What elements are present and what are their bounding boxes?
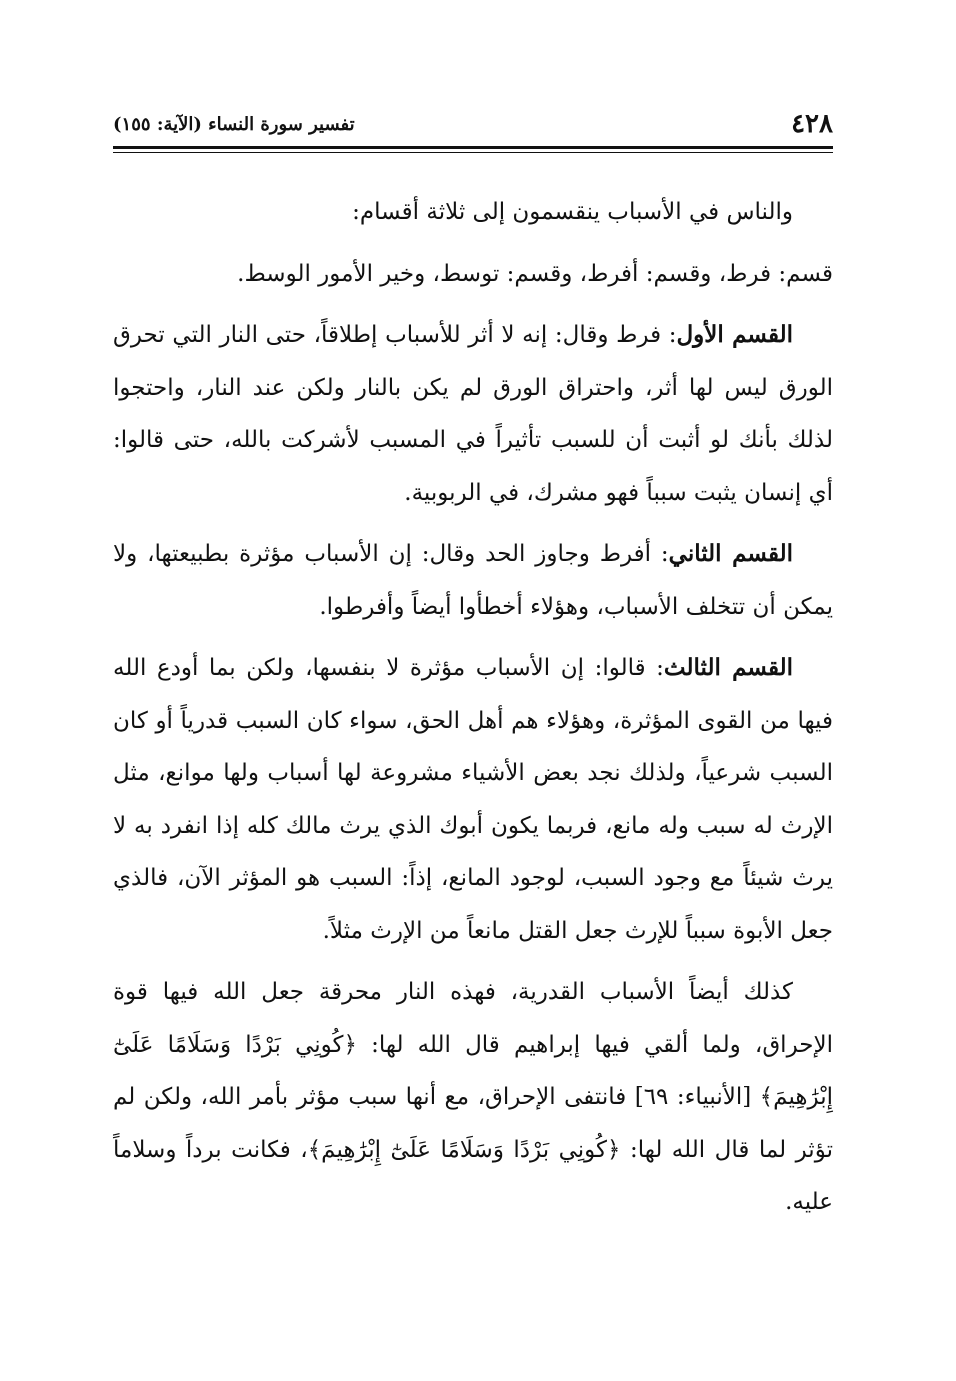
paragraph-text: : فرط وقال: إنه لا أثر للأسباب إطلاقاً، حتى النار التي تحرق الورق ليس لها أثر، واحتراق الورق لم يكن بالنار ولكن عند النار، واحتجوا لذلك بأنك لو أثبت أن للسبب تأثيراً في المسبب لأشركت بالله، حتى قالوا: أي إنسان يثبت سبباً فهو مشرك، في الربوبية. — [113, 322, 833, 506]
header-rule-thick — [113, 146, 833, 149]
running-title: تفسير سورة النساء (الآية: ١٥٥) — [113, 114, 355, 135]
paragraph-text: كذلك أيضاً الأسباب القدرية، فهذه النار محرقة جعل الله فيها قوة الإحراق، ولما ألقي فيها إبراهيم قال الله لها: ﴿كُونِي بَرْدًا وَسَلَامًا عَلَىٰٓ إِبْرَٰهِيمَ﴾ [الأنبياء: ٦٩] فانتفى الإحراق، مع أنها سبب مؤثر بأمر الله، ولكن لم تؤثر لما قال الله لها: ﴿كُونِي بَرْدًا وَسَلَامًا عَلَىٰٓ إِبْرَٰهِيمَ﴾، فكانت برداً وسلاماً عليه. — [113, 979, 833, 1215]
body-text — [113, 186, 833, 1238]
section-label: القسم الثالث — [663, 654, 793, 681]
page-number: ٤٢٨ — [791, 109, 833, 139]
section-label: القسم الأول — [676, 321, 793, 348]
paragraph-intro — [113, 186, 833, 239]
paragraph-text: : أفرط وجاوز الحد وقال: إن الأسباب مؤثرة بطبيعتها، ولا يمكن أن تتخلف الأسباب، وهؤلاء أخطأوا أيضاً وأفرطوا. — [113, 541, 833, 620]
page-header — [113, 108, 833, 148]
paragraph-causes-example — [113, 966, 833, 1229]
paragraph-categories — [113, 248, 833, 301]
paragraph-first-category — [113, 309, 833, 519]
paragraph-text: والناس في الأسباب ينقسمون إلى ثلاثة أقسام: — [352, 199, 793, 225]
paragraph-second-category — [113, 528, 833, 633]
paragraph-text: قسم: فرط، وقسم: أفرط، وقسم: توسط، وخير الأمور الوسط. — [237, 260, 833, 287]
header-rule-thin — [113, 152, 833, 153]
paragraph-text: : قالوا: إن الأسباب مؤثرة لا بنفسها، ولكن بما أودع الله فيها من القوى المؤثرة، وهؤلاء هم أهل الحق، سواء كان السبب قدرياً أو كان السبب شرعياً، ولذلك نجد بعض الأشياء مشروعة لها أسباب ولها موانع، مثل الإرث له سبب وله مانع، فربما يكون أبوك الذي يرث مالك كله إذا انفرد به لا يرث شيئاً مع وجود السبب، لوجود المانع، إذاً: السبب هو المؤثر الآن، فالذي جعل الأبوة سبباً للإرث جعل القتل مانعاً من الإرث مثلاً. — [113, 655, 833, 944]
section-label: القسم الثاني — [668, 540, 793, 567]
paragraph-third-category — [113, 642, 833, 957]
